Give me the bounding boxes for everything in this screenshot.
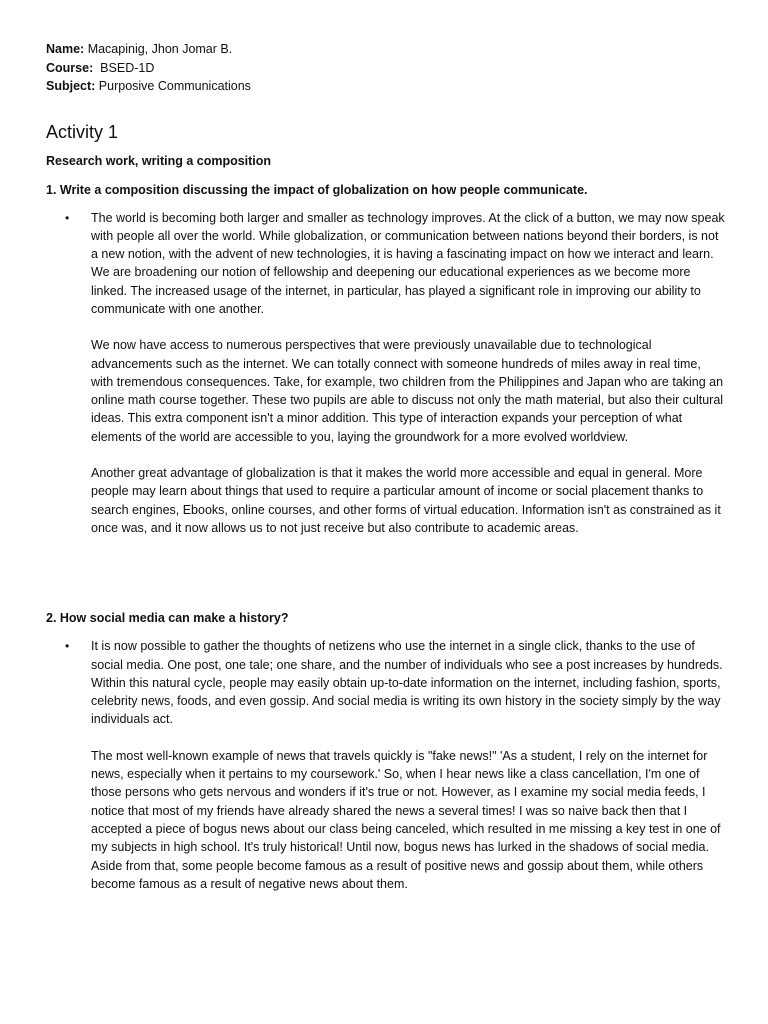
subject-label: Subject:	[46, 79, 96, 93]
answer-2-paragraph-2: The most well-known example of news that travels quickly is "fake news!" 'As a student, I rely on the internet for news, especially when it pertains to my coursework.' So, when I hear news like a class cancellation, I'm one of those persons who gets nervous and wonders if it's true or not. However, as I examine my social media feeds, I notice that most of my friends have already shared the news a several times! I was so naive back then that I accepted a piece of bogus news about our class being canceled, which resulted in me missing a key test in one of my subjects in high school. It's truly historical! Until now, bogus news has lurked in the shadows of social media. Aside from that, some people become famous as a result of positive news and gossip about them, while others become famous as a result of negative news about them.	[91, 748, 721, 891]
answer-1-paragraph-2: We now have access to numerous perspectives that were previously unavailable due to technological advancements such as the internet. We can totally connect with someone hundreds of miles away in real time, with tremendous consequences. Take, for example, two children from the Philippines and Japan who are taking an online math course together. These two pupils are able to discuss not only the math material, but also their cultural ideas. This extra component isn't a minor addition. This type of interaction expands your perception of what elements of the world are accessible to you, laying the groundwork for a more evolved worldview.	[91, 338, 724, 444]
activity-title: Activity 1	[46, 121, 119, 142]
course-value: BSED-1D	[93, 60, 155, 75]
question-1-heading: 1. Write a composition discussing the impact of globalization on how people communicate.	[46, 182, 588, 197]
bullet-marker: •	[65, 210, 70, 225]
course-label: Course:	[46, 60, 94, 75]
subject-line	[46, 77, 726, 96]
answer-1-paragraph-1: The world is becoming both larger and smaller as technology improves. At the click of a button, we may now speak with people all over the world. While globalization, or communication between nations beyond their borders, is not a new notion, with the advent of new technologies, it is having a fascinating impact on how we interact and learn. We are broadening our notion of fellowship and deepening our educational experiences as we become more linked. The increased usage of the internet, in particular, has played a significant role in improving our ability to communicate with one another.	[91, 210, 725, 316]
question-2-heading: 2. How social media can make a history?	[46, 611, 289, 626]
answer-1-paragraph-3: Another great advantage of globalization is that it makes the world more accessible and equal in general. More people may learn about things that used to require a particular amount of income or social placement thanks to search engines, Ebooks, online courses, and other forms of virtual education. Information isn't as constrained as it once was, and it now allows us to not just receive but also contribute to academic areas.	[91, 466, 721, 535]
name-line	[46, 40, 726, 59]
activity-subtitle: Research work, writing a composition	[46, 153, 272, 168]
question-1-answer	[46, 209, 726, 538]
answer-2-paragraph-1: It is now possible to gather the thoughts of netizens who use the internet in a single click, thanks to the use of social media. One post, one tale; one share, and the number of individuals who see a post increases by hundreds. Within this natural cycle, people may easily obtain up-to-date information on the internet, including fashion, sports, celebrity news, foods, and even gossip. And social media is writing its own history in the society simply by the way individuals act.	[91, 639, 723, 727]
subject-value: Purposive Communications	[95, 79, 251, 93]
bullet-marker: •	[65, 639, 70, 654]
course-line	[46, 59, 726, 78]
question-2-answer	[46, 637, 726, 893]
name-label: Name:	[46, 42, 85, 56]
document-page	[46, 40, 726, 893]
name-value: Macapinig, Jhon Jomar B.	[84, 42, 233, 56]
